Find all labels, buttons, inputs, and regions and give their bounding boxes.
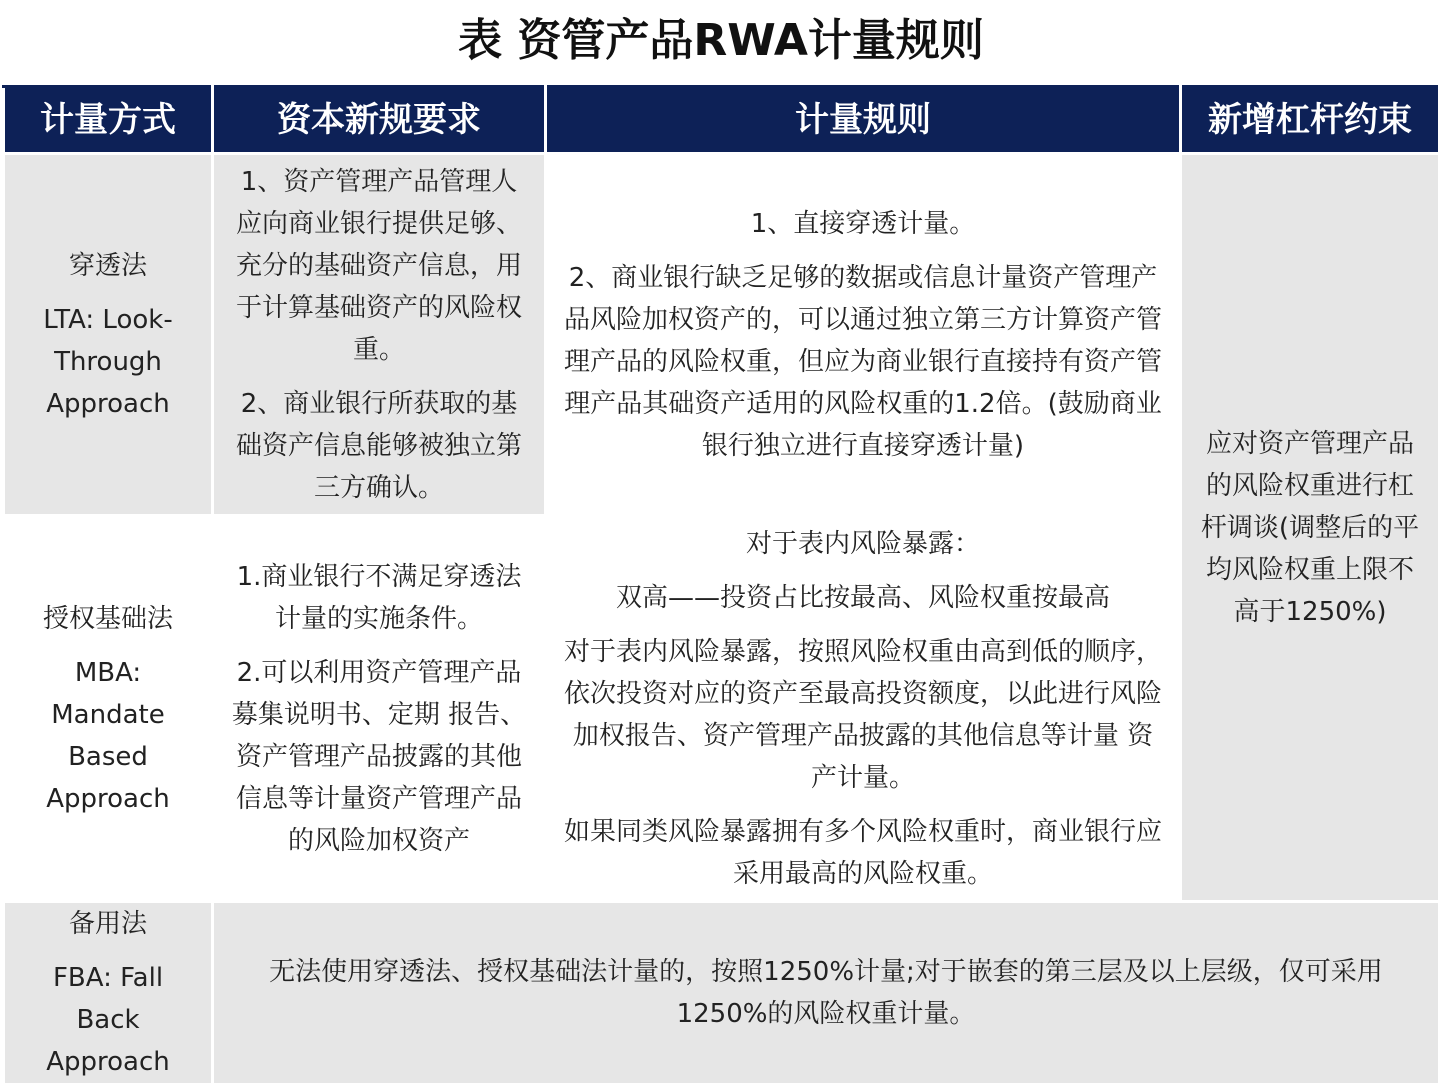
rule-item: 对于表内风险暴露，按照风险权重由高到低的顺序，依次投资对应的资产至最高投资额度，以此进行风险加权报告、资产管理产品披露的其他信息等计量 资产计量。 [563, 636, 1162, 793]
rwa-rules-table [2, 85, 1441, 1086]
requirement-item: 2、商业银行所获取的基础资产信息能够被独立第三方确认。 [235, 388, 522, 503]
method-cell-mba [4, 516, 213, 902]
header-requirements: 资本新规要求 [213, 87, 546, 154]
rule-item: 对于表内风险暴露： [745, 528, 980, 559]
rules-cell-lta [546, 154, 1181, 516]
requirement-item: 1.商业银行不满足穿透法计量的实施条件。 [236, 561, 522, 634]
requirement-item: 2.可以利用资产管理产品募集说明书、定期 报告、资产管理产品披露的其他信息等计量资产管理产品的风险加权资产 [231, 657, 527, 856]
rule-item: 2、商业银行缺乏足够的数据或信息计量资产管理产品风险加权资产的，可以通过独立第三方计算资产管理产品的风险权重，但应为商业银行直接持有资产管理产品其础资产适用的风险权重的1.2倍。(鼓励商业银行独立进行直接穿透计量) [563, 262, 1162, 461]
requirement-item: 1、资产管理产品管理人应向商业银行提供足够、充分的基础资产信息，用于计算基础资产的风险权重。 [235, 166, 522, 365]
method-name-en: FBA: Fall Back Approach [46, 963, 170, 1077]
table-row-lta [4, 154, 1440, 516]
table-title: 表 资管产品RWA计量规则 [458, 15, 984, 66]
method-name-cn: 授权基础法 [42, 603, 173, 634]
requirements-cell-mba [213, 516, 546, 902]
leverage-constraint-text: 应对资产管理产品的风险权重进行杠杆调谈(调整后的平均风险权重上限不高于1250%) [1200, 428, 1420, 627]
method-cell-fba [4, 902, 213, 1085]
fallback-rule-text: 无法使用穿透法、授权基础法计量的，按照1250%计量;对于嵌套的第三层及以上层级，仅可采用1250%的风险权重计量。 [269, 957, 1383, 1029]
rules-cell-fba [213, 902, 1440, 1085]
requirements-cell-lta [213, 154, 546, 516]
method-name-en: MBA: Mandate Based Approach [46, 657, 170, 814]
method-cell-lta [4, 154, 213, 516]
table-row-fba [4, 902, 1440, 1085]
method-name-en: LTA: Look-Through Approach [43, 304, 173, 419]
header-row [4, 87, 1440, 154]
header-method: 计量方式 [4, 87, 213, 154]
leverage-constraint-cell [1181, 154, 1440, 902]
rules-cell-mba [546, 516, 1181, 902]
rule-item: 1、直接穿透计量。 [750, 208, 976, 239]
header-leverage: 新增杠杆约束 [1181, 87, 1440, 154]
method-name-cn: 备用法 [68, 909, 147, 939]
method-name-cn: 穿透法 [68, 250, 147, 281]
rule-item: 如果同类风险暴露拥有多个风险权重时，商业银行应采用最高的风险权重。 [563, 816, 1162, 889]
header-rules: 计量规则 [546, 87, 1181, 154]
rule-item: 双高——投资占比按最高、风险权重按最高 [615, 582, 1110, 613]
